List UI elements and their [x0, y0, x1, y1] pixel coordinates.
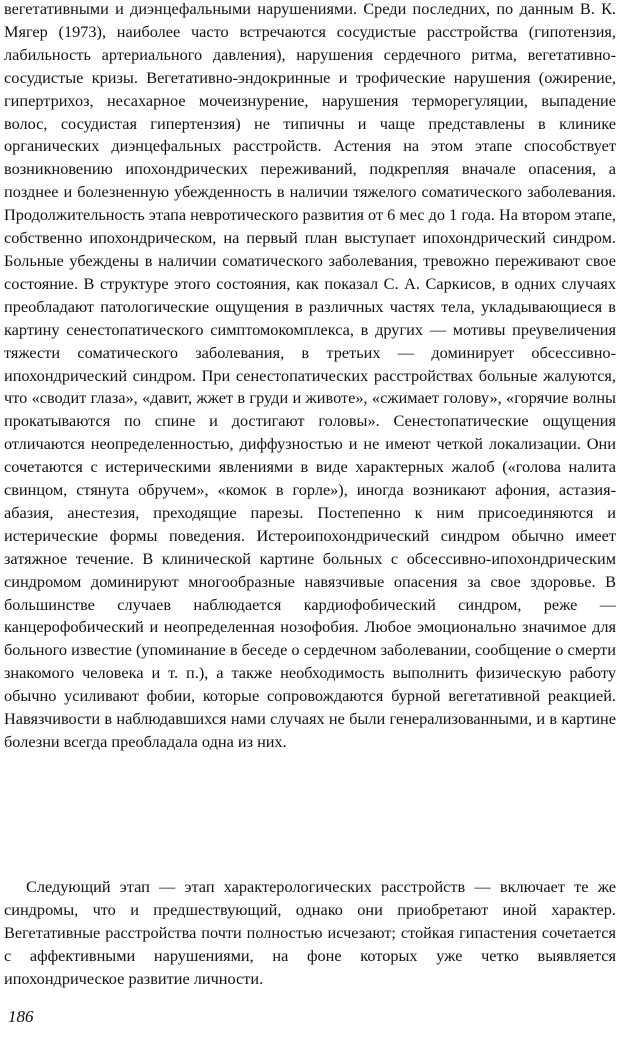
body-paragraph-2: Следующий этап — этап характерологических расстройств — включает те же синдромы, что и предшествующий, однако они приобретают иной характер. Вегетативные расстройства почти полностью исчезают; стойкая гипастения сочетается с аффективными нарушениями, на фоне которых уже четко выявляется ипохондрическое развитие личности.	[4, 877, 616, 988]
book-page	[4, 0, 616, 1039]
page-number: 186	[8, 1007, 34, 1026]
body-paragraph-1: вегетативными и диэнцефальными нарушениями. Среди последних, по данным В. К. Мягер (1973), наиболее часто встречаются сосудистые расстройства (гипотензия, лабильность артериального давления), нарушения сердечного ритма, вегетативно-сосудистые кризы. Вегетативно-эндокринные и трофические нарушения (ожирение, гипертрихоз, несахарное мочеизнурение, нарушения терморегуляции, выпадение волос, сосудистая гипертензия) не типичны и чаще представлены в клинике органических диэнцефальных расстройств. Астения на этом этапе способствует возникновению ипохондрических переживаний, подкрепляя вначале опасения, а позднее и болезненную убежденность в наличии тяжелого соматического заболевания. Продолжительность этапа невротического развития от 6 мес до 1 года. На втором этапе, собственно ипохондрическом, на первый план выступает ипохондрический синдром. Больные убеждены в наличии соматического заболевания, тревожно переживают свое состояние. В структуре этого состояния, как показал С. А. Саркисов, в одних случаях преобладают патологические ощущения в различных частях тела, укладывающиеся в картину сенестопатического симптомокомплекса, в других — мотивы преувеличения тяжести соматического заболевания, в третьих — доминирует обсессивно-ипохондрический синдром. При сенестопатических расстройствах больные жалуются, что «сводит глаза», «давит, жжет в груди и животе», «сжимает голову», «горячие волны прокатываются по спине и достигают головы». Сенестопатические ощущения отличаются неопределенностью, диффузностью и не имеют четкой локализации. Они сочетаются с истерическими явлениями в виде характерных жалоб («голова налита свинцом, стянута обручем», «комок в горле»), иногда возникают афония, астазия-абазия, анестезия, преходящие парезы. Постепенно к ним присоединяются и истерические формы поведения. Истероипохондрический синдром обычно имеет затяжное течение. В клинической картине больных с обсессивно-ипохондрическим синдромом доминируют многообразные навязчивые опасения за свое здоровье. В большинстве случаев наблюдается кардиофобический синдром, реже — канцерофобический и неопределенная нозофобия. Любое эмоционально значимое для больного известие (упоминание в беседе о сердечном заболевании, сообщение о смерти знакомого человека и т. п.), а также необходимость выполнить физическую работу обычно усиливают фобии, которые сопровождаются бурной вегетативной реакцией. Навязчивости в наблюдавшихся нами случаях не были генерализованными, и в картине болезни всегда преобладала одна из них.	[4, 0, 616, 751]
